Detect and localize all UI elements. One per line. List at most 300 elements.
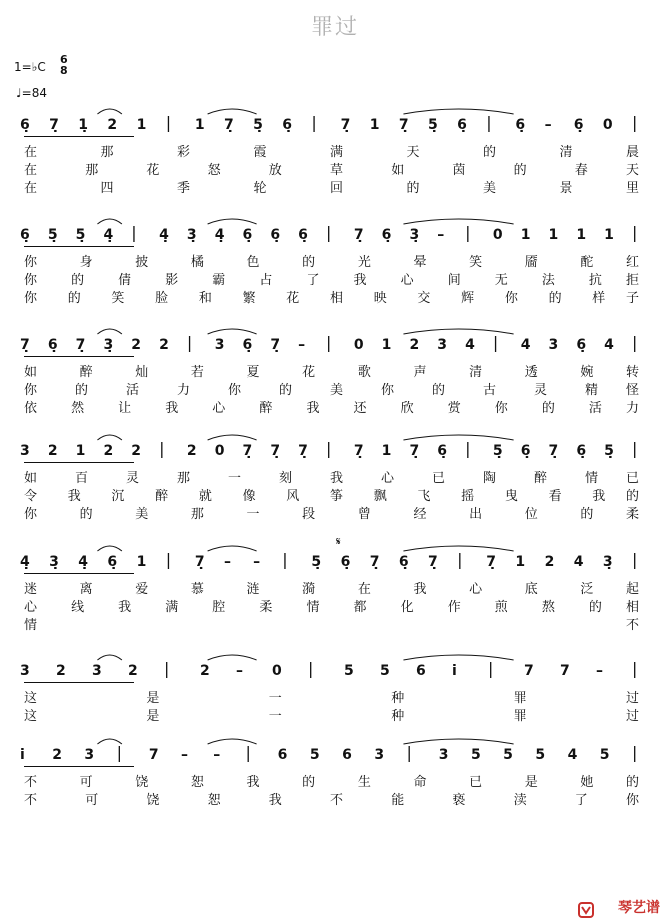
lyric-char: 情: [306, 600, 320, 615]
lyric-char: 煎: [494, 600, 508, 615]
barline: |: [632, 333, 638, 352]
note: 2: [409, 337, 420, 353]
note: 1: [576, 227, 587, 243]
lyric-char: 迷: [24, 582, 38, 597]
lyric-char: 的: [302, 255, 316, 270]
lyric-char: 这: [24, 691, 38, 706]
lyric-char: 底: [524, 582, 538, 597]
note: 5̣: [75, 227, 86, 243]
lyric-char: 渎: [513, 793, 527, 808]
lyric-char: 心: [381, 471, 395, 486]
lyric-char: 我: [413, 582, 427, 597]
lyric-char: 力: [626, 401, 640, 416]
lyric-char: 相: [626, 600, 640, 615]
lyric-char: 精: [585, 383, 599, 398]
lyric-char: 醉: [259, 401, 273, 416]
beam-line: [24, 766, 134, 767]
lyric-char: 影: [165, 273, 179, 288]
barline: |: [326, 223, 332, 242]
slur-arc: [97, 109, 121, 114]
lyric-char: 季: [177, 181, 191, 196]
lyric-char: 罪: [513, 709, 527, 724]
lyric-char: 亵: [452, 793, 466, 808]
lyric-char: 里: [626, 181, 640, 196]
note: 7̣: [353, 443, 364, 459]
lyric-char: 生: [357, 775, 371, 790]
lyric-char: 泛: [580, 582, 594, 597]
lyric-char: 美: [135, 507, 149, 522]
beam-line: [24, 573, 134, 574]
lyric-char: 涟: [246, 582, 260, 597]
note: 3: [20, 443, 30, 459]
lyric-char: 美: [483, 181, 497, 196]
beam-line: [24, 682, 134, 683]
lyric-char: 的: [67, 291, 81, 306]
lyric-char: 你: [228, 383, 242, 398]
lyric-char: 心: [469, 582, 483, 597]
lyric-char: 在: [24, 145, 38, 160]
lyric-char: 线: [71, 600, 85, 615]
note: i: [452, 663, 457, 679]
barline: |: [457, 550, 463, 569]
lyric-char: 已: [469, 775, 483, 790]
note: 3: [437, 337, 448, 353]
lyric-char: 她: [580, 775, 594, 790]
lyric-char: 的: [75, 383, 89, 398]
note: 7̣: [409, 443, 420, 459]
lyric-char: 了: [306, 273, 320, 288]
note: 6̣: [20, 227, 30, 243]
lyric-char: 就: [198, 489, 212, 504]
lyric-char: 我: [592, 489, 606, 504]
lyric-char: 灿: [135, 365, 149, 380]
lyric-char: 你: [494, 401, 508, 416]
note: 4̣: [159, 227, 169, 243]
note: 7̣: [270, 443, 281, 459]
lyric-char: 陶: [483, 471, 497, 486]
lyric-char: 的: [432, 383, 446, 398]
note: 7: [560, 663, 570, 679]
lyric-char: 这: [24, 709, 38, 724]
barline: |: [186, 333, 193, 352]
lyric-char: 声: [413, 365, 427, 380]
lyric-char: 都: [353, 600, 367, 615]
lyric-char: 倩: [118, 273, 132, 288]
note: 2: [131, 337, 142, 353]
barline: |: [245, 743, 251, 762]
barline: |: [406, 743, 412, 762]
lyric-char: 出: [469, 507, 483, 522]
lyric-char: 的: [588, 600, 602, 615]
lyric-char: 我: [306, 401, 320, 416]
note: 2: [107, 117, 118, 133]
note: –: [236, 663, 243, 679]
slur-arc: [403, 219, 513, 224]
lyric-char: 晕: [413, 255, 427, 270]
note: 0: [272, 663, 282, 679]
lyric-char: 情: [24, 618, 38, 633]
lyric-char: 已: [432, 471, 446, 486]
lyric-char: 我: [118, 600, 132, 615]
note: 4: [604, 337, 614, 353]
lyric-char: 如: [391, 163, 405, 178]
lyric-char: 作: [447, 600, 461, 615]
note: 2: [186, 443, 197, 459]
lyric-char: 的: [79, 507, 93, 522]
barline: |: [632, 223, 638, 242]
lyric-char: 的: [626, 489, 640, 504]
note: 6̣: [20, 117, 30, 133]
lyric-char: 在: [357, 582, 371, 597]
lyric-char: 酡: [580, 255, 594, 270]
slur-arc: [97, 435, 121, 440]
time-signature-bottom: 8: [60, 64, 68, 77]
note: 6̣: [520, 443, 531, 459]
note: –: [224, 554, 231, 570]
watermark-brand: 琴艺谱: [618, 900, 660, 916]
lyric-char: 靥: [524, 255, 538, 270]
lyric-char: 交: [417, 291, 431, 306]
lyric-char: 在: [24, 181, 38, 196]
barline: |: [165, 113, 172, 132]
lyric-char: 曾: [357, 507, 371, 522]
lyric-char: 飘: [373, 489, 387, 504]
note: 1: [194, 117, 205, 133]
lyric-char: 不: [24, 775, 38, 790]
lyric-char: 力: [177, 383, 191, 398]
lyric-char: 你: [24, 291, 38, 306]
note: 3: [92, 663, 102, 679]
lyric-char: 你: [24, 383, 38, 398]
lyric-char: 间: [447, 273, 461, 288]
note: 2: [159, 337, 169, 353]
note: 6̣: [437, 443, 448, 459]
lyric-char: 漪: [302, 582, 316, 597]
note: 6̣: [457, 117, 467, 133]
note: 2: [56, 663, 66, 679]
barline: |: [131, 223, 137, 242]
lyric-char: 法: [541, 273, 555, 288]
lyric-char: 笑: [469, 255, 483, 270]
lyric-char: 草: [330, 163, 344, 178]
lyric-char: 和: [198, 291, 212, 306]
note: 3: [214, 337, 225, 353]
note: 0: [492, 227, 503, 243]
barline: |: [159, 439, 165, 458]
note: 6: [416, 663, 426, 679]
lyric-char: 那: [190, 507, 204, 522]
lyric-char: 我: [268, 793, 282, 808]
lyric-char: 风: [286, 489, 300, 504]
lyric-char: 心: [400, 273, 414, 288]
lyric-char: 柔: [259, 600, 273, 615]
lyric-char: 我: [246, 775, 260, 790]
slur-arc: [97, 329, 121, 334]
segno-mark: 𝄋: [336, 535, 341, 548]
note: 2: [47, 443, 58, 459]
note: 2: [131, 443, 142, 459]
lyric-char: 不: [24, 793, 38, 808]
note: 3̣: [49, 554, 59, 570]
lyric-char: 飞: [417, 489, 431, 504]
note: 5̣: [428, 117, 438, 133]
lyric-char: 相: [330, 291, 344, 306]
lyric-char: 晨: [626, 145, 640, 160]
lyric-char: 让: [118, 401, 132, 416]
lyric-char: 婉: [580, 365, 594, 380]
note: 1: [136, 554, 147, 570]
lyric-char: 的: [71, 273, 85, 288]
lyric-char: 不: [626, 618, 640, 633]
barline: |: [465, 223, 471, 242]
note: 7̣: [20, 337, 30, 353]
lyric-char: 歌: [357, 365, 371, 380]
lyric-char: 繁: [242, 291, 256, 306]
lyric-char: 心: [24, 600, 38, 615]
note: –: [298, 337, 306, 353]
note: 6: [342, 747, 352, 763]
note: 6̣: [398, 554, 409, 570]
barline: |: [164, 659, 170, 678]
lyric-char: 一: [268, 691, 282, 706]
lyric-char: 已: [626, 471, 640, 486]
lyric-char: 花: [146, 163, 160, 178]
lyric-char: 样: [592, 291, 606, 306]
slur-arc: [208, 546, 257, 551]
note: 2: [544, 554, 555, 570]
lyric-char: 子: [626, 291, 640, 306]
lyric-char: 天: [406, 145, 420, 160]
lyric-char: 可: [85, 793, 99, 808]
lyric-char: 然: [71, 401, 85, 416]
note: 7̣: [548, 443, 559, 459]
note: 1: [381, 337, 392, 353]
lyric-char: 筝: [330, 489, 344, 504]
note: 0: [214, 443, 225, 459]
beam-line: [24, 462, 134, 463]
lyric-char: 美: [330, 383, 344, 398]
note: 3: [548, 337, 559, 353]
lyric-char: 像: [242, 489, 256, 504]
lyric-char: 罪: [513, 691, 527, 706]
lyric-char: 古: [483, 383, 497, 398]
barline: |: [632, 743, 638, 762]
lyric-char: 橘: [190, 255, 204, 270]
note: 5: [470, 747, 481, 763]
note: 1: [369, 117, 380, 133]
lyric-char: 若: [190, 365, 204, 380]
lyric-char: 种: [391, 709, 405, 724]
note: 7̣: [369, 554, 380, 570]
note: 6̣: [298, 227, 308, 243]
note: 7: [524, 663, 534, 679]
lyric-char: 放: [268, 163, 282, 178]
beam-line: [24, 136, 134, 137]
note: 7̣: [270, 337, 281, 353]
note: 6̣: [515, 117, 526, 133]
lyric-char: 我: [353, 273, 367, 288]
note: 6̣: [573, 117, 584, 133]
note: 7̣: [224, 117, 234, 133]
lyric-char: 活: [588, 401, 602, 416]
lyric-char: 过: [626, 709, 640, 724]
note: 5̣: [492, 443, 503, 459]
note: –: [253, 554, 261, 570]
note: 7̣: [49, 117, 59, 133]
lyric-char: 光: [357, 255, 371, 270]
lyric-char: 看: [548, 489, 562, 504]
note: 3: [438, 747, 449, 763]
lyric-char: 花: [286, 291, 300, 306]
note: 6: [277, 747, 288, 763]
lyric-char: 如: [24, 471, 38, 486]
lyric-char: 你: [24, 273, 38, 288]
note: 3̣: [602, 554, 613, 570]
lyric-char: 了: [574, 793, 588, 808]
note: 2: [103, 443, 114, 459]
note: 6̣: [270, 227, 281, 243]
barline: |: [632, 659, 638, 678]
tempo-marking: ♩=84: [16, 86, 47, 100]
lyric-char: 四: [100, 181, 114, 196]
lyric-char: 霞: [253, 145, 267, 160]
lyric-char: 披: [135, 255, 149, 270]
slur-arc: [403, 109, 513, 114]
lyric-char: 夏: [246, 365, 260, 380]
barline: |: [311, 113, 317, 132]
lyric-char: 是: [524, 775, 538, 790]
score-title: 罪过: [310, 15, 359, 40]
lyric-char: 满: [165, 600, 179, 615]
note: 3̣: [186, 227, 197, 243]
lyric-char: 过: [626, 691, 640, 706]
lyric-char: 心: [212, 401, 226, 416]
slur-arc: [403, 655, 513, 660]
barline: |: [632, 439, 638, 458]
note: 4: [567, 747, 578, 763]
note: 1: [548, 227, 559, 243]
lyric-char: 我: [330, 471, 344, 486]
note: 4: [520, 337, 531, 353]
lyric-char: 一: [228, 471, 242, 486]
lyric-char: 熬: [541, 600, 555, 615]
lyric-char: 透: [524, 365, 538, 380]
note: 3̣: [103, 337, 114, 353]
lyric-char: 可: [79, 775, 93, 790]
lyric-char: 依: [24, 401, 38, 416]
beam-line: [24, 246, 134, 247]
slur-arc: [208, 329, 257, 334]
note: –: [213, 747, 221, 763]
lyric-char: 欣: [400, 401, 414, 416]
lyric-char: 你: [381, 383, 395, 398]
note: 6̣: [47, 337, 58, 353]
lyric-char: 的: [483, 145, 497, 160]
lyric-char: 转: [626, 365, 640, 380]
note: 2: [200, 663, 210, 679]
lyric-char: 的: [548, 291, 562, 306]
lyric-char: 情: [585, 471, 599, 486]
note: 6̣: [107, 554, 118, 570]
note: 0: [602, 117, 613, 133]
lyric-char: 化: [400, 600, 414, 615]
lyric-char: 一: [268, 709, 282, 724]
note: 7̣: [340, 117, 351, 133]
lyric-char: 春: [574, 163, 588, 178]
note: 3: [20, 663, 30, 679]
lyric-char: 天: [626, 163, 640, 178]
note: 6̣: [340, 554, 351, 570]
lyric-char: 是: [146, 691, 160, 706]
lyric-char: 一: [246, 507, 260, 522]
note: 5̣: [253, 117, 263, 133]
lyric-char: 无: [494, 273, 508, 288]
note: 7̣: [298, 443, 308, 459]
lyric-char: 景: [559, 181, 573, 196]
lyric-char: 的: [302, 775, 316, 790]
note: 3̣: [409, 227, 420, 243]
note: 4: [465, 337, 475, 353]
note: i: [20, 747, 25, 763]
note: 7̣: [75, 337, 86, 353]
note: 4̣: [214, 227, 225, 243]
beam-line: [24, 356, 134, 357]
slur-arc: [208, 219, 257, 224]
lyric-char: 彩: [177, 145, 191, 160]
lyric-char: 如: [24, 365, 38, 380]
lyric-char: 饶: [146, 793, 160, 808]
note: 5̣: [47, 227, 58, 243]
note: 2: [52, 747, 62, 763]
lyric-char: 的: [626, 775, 640, 790]
lyric-char: 饶: [135, 775, 149, 790]
note: 6̣: [381, 227, 392, 243]
lyric-char: 种: [391, 691, 405, 706]
lyric-char: 慕: [190, 582, 204, 597]
time-signature-top: 6: [60, 53, 68, 66]
lyric-char: 色: [246, 255, 260, 270]
lyric-char: 笑: [111, 291, 125, 306]
barline: |: [486, 113, 492, 132]
lyric-char: 经: [413, 507, 427, 522]
lyric-char: 怪: [626, 383, 640, 398]
note: 0: [353, 337, 364, 353]
note: 5: [380, 663, 390, 679]
note: 4̣: [78, 554, 89, 570]
lyric-char: 醉: [534, 471, 548, 486]
note: 5: [344, 663, 354, 679]
slur-arc: [208, 655, 257, 660]
barline: |: [488, 659, 494, 678]
barline: |: [165, 550, 172, 569]
note: 1: [520, 227, 531, 243]
lyric-char: 你: [24, 507, 38, 522]
lyric-char: 的: [279, 383, 293, 398]
barline: |: [492, 333, 499, 352]
barline: |: [282, 550, 288, 569]
barline: |: [116, 743, 123, 762]
lyric-char: 怒: [207, 163, 221, 178]
lyric-char: 轮: [253, 181, 267, 196]
note: –: [181, 747, 189, 763]
lyric-char: 醉: [155, 489, 169, 504]
lyric-char: 恕: [207, 793, 221, 808]
slur-arc: [208, 435, 257, 440]
barline: |: [308, 659, 314, 678]
lyric-char: 的: [513, 163, 527, 178]
lyric-char: 清: [469, 365, 483, 380]
lyric-char: 摇: [461, 489, 475, 504]
